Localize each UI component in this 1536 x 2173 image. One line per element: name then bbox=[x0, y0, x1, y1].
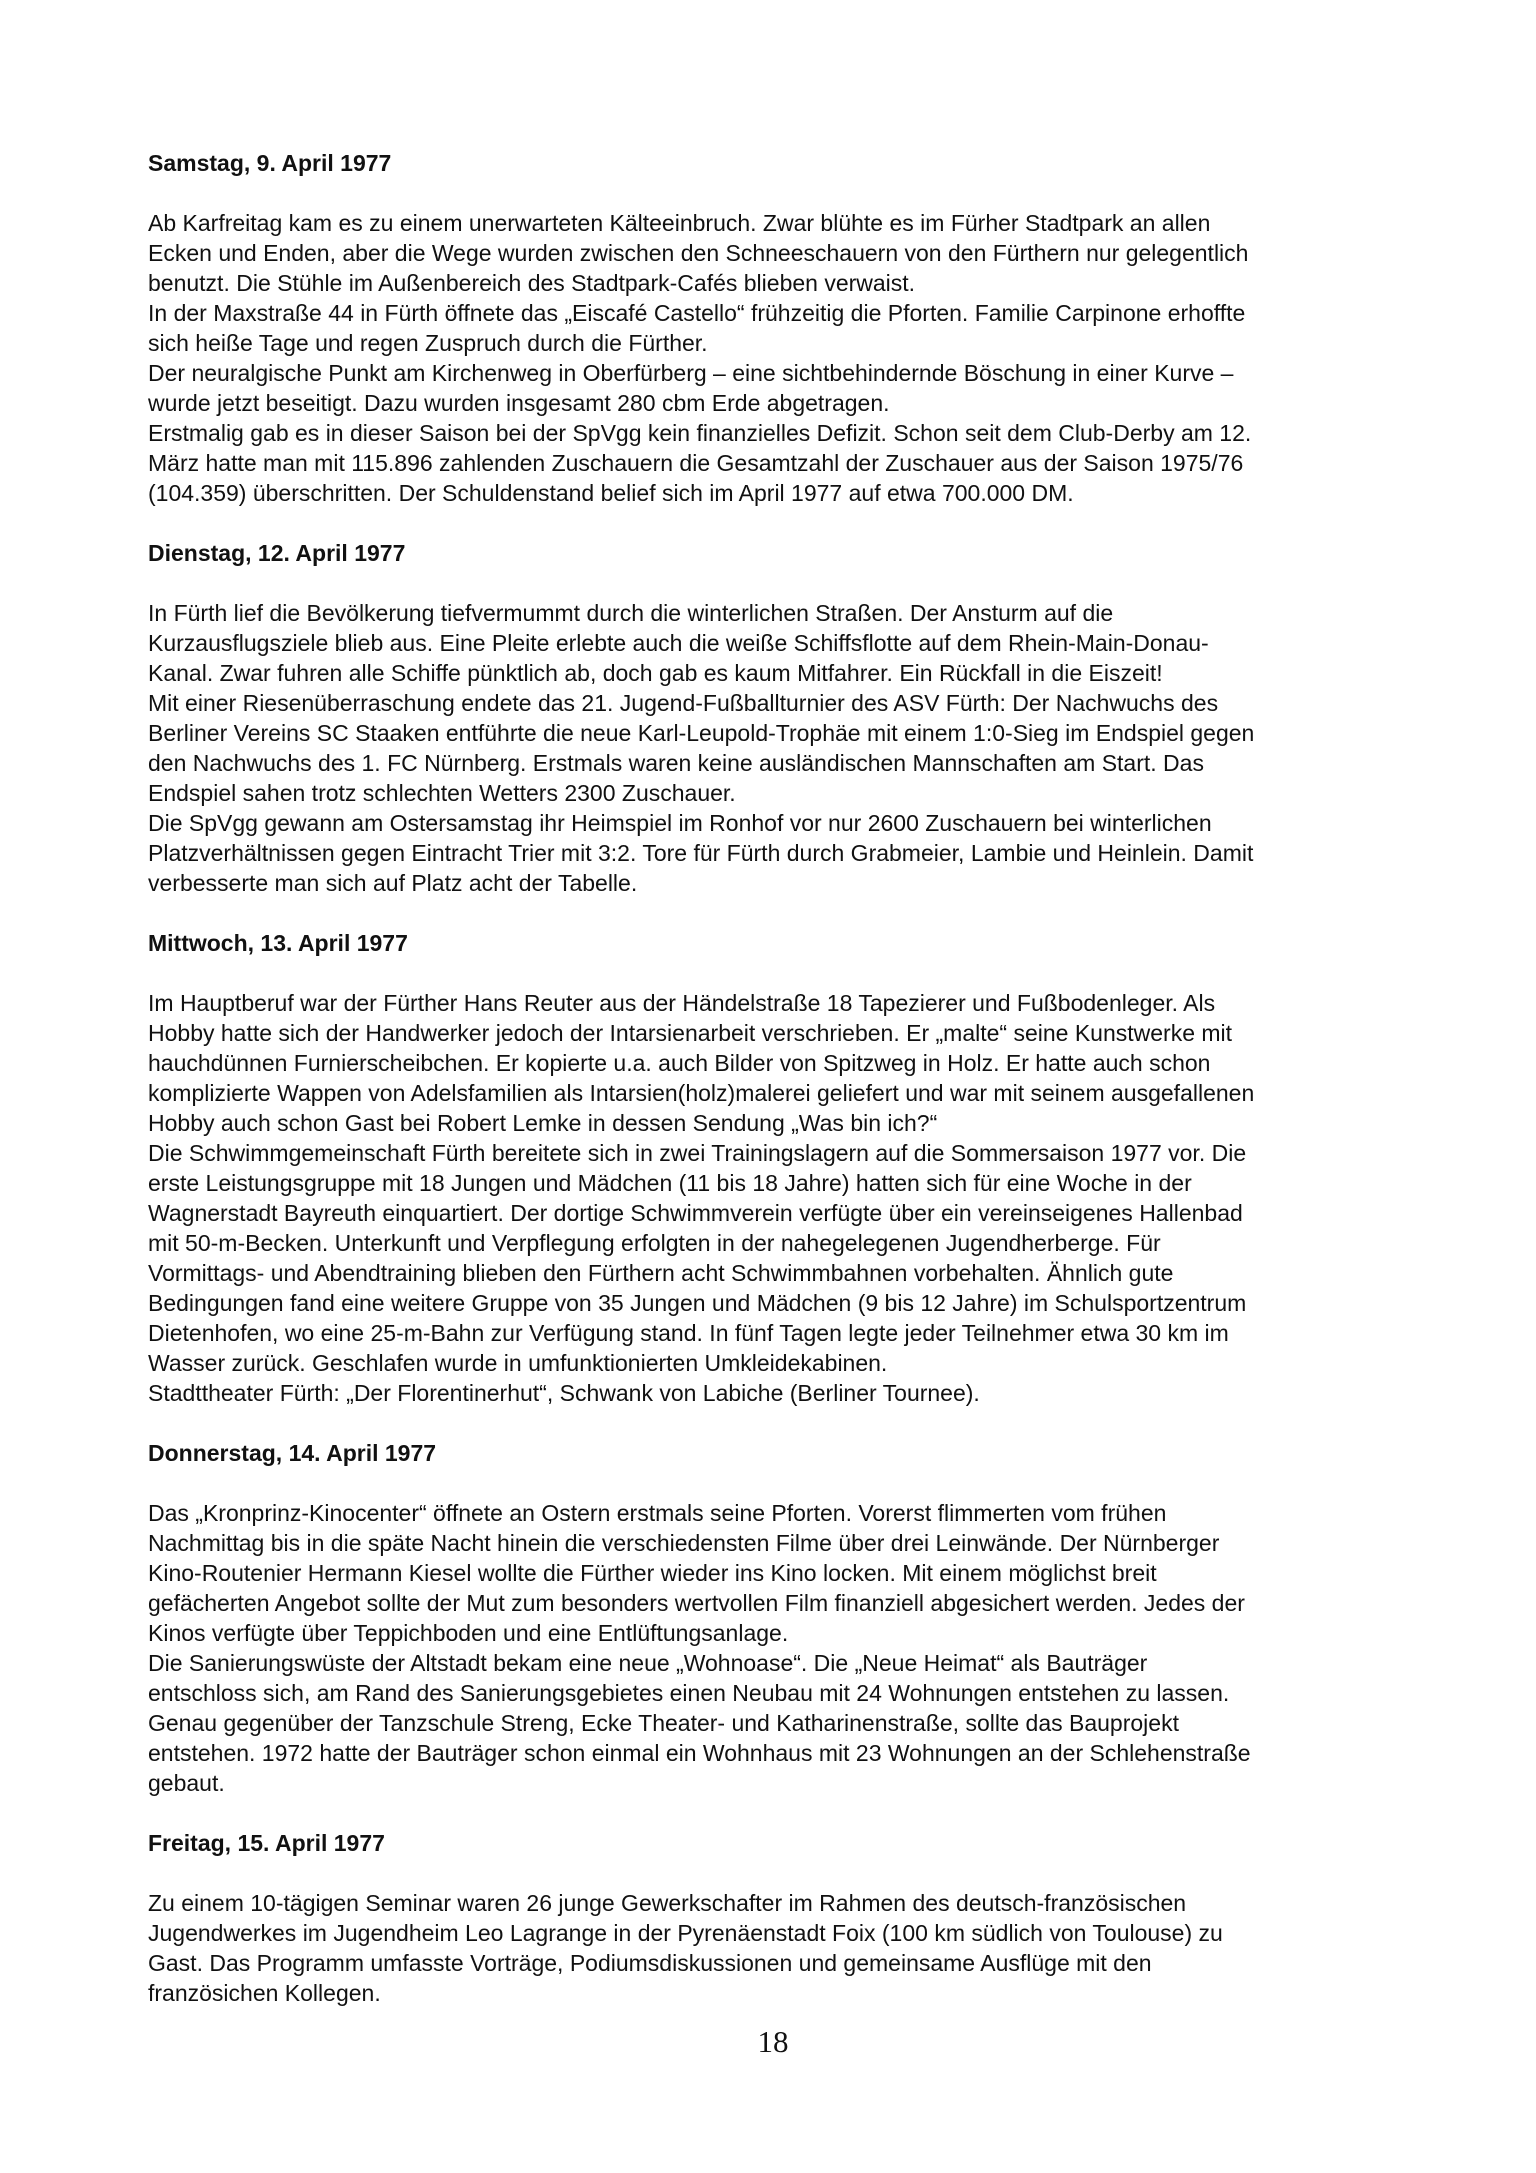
text-line: sich heiße Tage und regen Zuspruch durch die Fürther. bbox=[148, 330, 708, 356]
spacer bbox=[148, 1858, 1448, 1888]
text-line: Wasser zurück. Geschlafen wurde in umfunktionierten Umkleidekabinen. bbox=[148, 1350, 888, 1376]
day-section bbox=[148, 538, 1448, 928]
spacer bbox=[148, 958, 1448, 988]
day-heading: Mittwoch, 13. April 1977 bbox=[148, 930, 408, 956]
text-line: entstehen. 1972 hatte der Bauträger schon einmal ein Wohnhaus mit 23 Wohnungen an der Schlehenstraße bbox=[148, 1740, 1251, 1766]
text-line: hauchdünnen Furnierscheibchen. Er kopierte u.a. auch Bilder von Spitzweg in Holz. Er hatte auch schon bbox=[148, 1050, 1211, 1076]
spacer bbox=[148, 1798, 1448, 1828]
spacer bbox=[148, 568, 1448, 598]
text-line: Das „Kronprinz-Kinocenter“ öffnete an Ostern erstmals seine Pforten. Vorerst flimmerten vom frühen bbox=[148, 1500, 1167, 1526]
text-line: Nachmittag bis in die späte Nacht hinein die verschiedensten Filme über drei Leinwände. Der Nürnberger bbox=[148, 1530, 1220, 1556]
document-body bbox=[148, 148, 1448, 2038]
text-line: Gast. Das Programm umfasste Vorträge, Podiumsdiskussionen und gemeinsame Ausflüge mit den bbox=[148, 1950, 1152, 1976]
text-line: (104.359) überschritten. Der Schuldenstand belief sich im April 1977 auf etwa 700.000 DM. bbox=[148, 480, 1074, 506]
text-line: benutzt. Die Stühle im Außenbereich des Stadtpark-Cafés blieben verwaist. bbox=[148, 270, 916, 296]
text-line: Vormittags- und Abendtraining blieben den Fürthern acht Schwimmbahnen vorbehalten. Ähnlich gute bbox=[148, 1260, 1174, 1286]
text-line: Genau gegenüber der Tanzschule Streng, Ecke Theater- und Katharinenstraße, sollte das Bauprojekt bbox=[148, 1710, 1179, 1736]
day-section bbox=[148, 1828, 1448, 2038]
text-line: In der Maxstraße 44 in Fürth öffnete das „Eiscafé Castello“ frühzeitig die Pforten. Familie Carpinone erhoffte bbox=[148, 300, 1246, 326]
text-line: Die Sanierungswüste der Altstadt bekam eine neue „Wohnoase“. Die „Neue Heimat“ als Bauträger bbox=[148, 1650, 1148, 1676]
day-section bbox=[148, 148, 1448, 538]
spacer bbox=[148, 508, 1448, 538]
text-line: Hobby auch schon Gast bei Robert Lemke in dessen Sendung „Was bin ich?“ bbox=[148, 1110, 938, 1136]
page-number: 18 bbox=[757, 2024, 789, 2059]
spacer bbox=[148, 1468, 1448, 1498]
text-line: Erstmalig gab es in dieser Saison bei der SpVgg kein finanzielles Defizit. Schon seit dem Club-Derby am 12. bbox=[148, 420, 1252, 446]
text-line: Berliner Vereins SC Staaken entführte die neue Karl-Leupold-Trophäe mit einem 1:0-Sieg im Endspiel gegen bbox=[148, 720, 1255, 746]
text-line: verbesserte man sich auf Platz acht der Tabelle. bbox=[148, 870, 638, 896]
text-line: Kinos verfügte über Teppichboden und eine Entlüftungsanlage. bbox=[148, 1620, 789, 1646]
text-line: Endspiel sahen trotz schlechten Wetters 2300 Zuschauer. bbox=[148, 780, 736, 806]
text-line: Jugendwerkes im Jugendheim Leo Lagrange in der Pyrenäenstadt Foix (100 km südlich von Toulouse) zu bbox=[148, 1920, 1223, 1946]
day-section bbox=[148, 1438, 1448, 1828]
spacer bbox=[148, 178, 1448, 208]
text-line: Platzverhältnissen gegen Eintracht Trier mit 3:2. Tore für Fürth durch Grabmeier, Lambie und Heinlein. Damit bbox=[148, 840, 1254, 866]
text-line: den Nachwuchs des 1. FC Nürnberg. Erstmals waren keine ausländischen Mannschaften am Start. Das bbox=[148, 750, 1204, 776]
text-line: Ecken und Enden, aber die Wege wurden zwischen den Schneeschauern von den Fürthern nur gelegentlich bbox=[148, 240, 1249, 266]
text-line: Zu einem 10-tägigen Seminar waren 26 junge Gewerkschafter im Rahmen des deutsch-französischen bbox=[148, 1890, 1187, 1916]
text-line: In Fürth lief die Bevölkerung tiefvermummt durch die winterlichen Straßen. Der Ansturm auf die bbox=[148, 600, 1114, 626]
text-line: komplizierte Wappen von Adelsfamilien als Intarsien(holz)malerei geliefert und war mit seinem ausgefallenen bbox=[148, 1080, 1255, 1106]
text-line: Mit einer Riesenüberraschung endete das 21. Jugend-Fußballturnier des ASV Fürth: Der Nachwuchs des bbox=[148, 690, 1219, 716]
text-line: Stadttheater Fürth: „Der Florentinerhut“, Schwank von Labiche (Berliner Tournee). bbox=[148, 1380, 980, 1406]
text-line: Die SpVgg gewann am Ostersamstag ihr Heimspiel im Ronhof vor nur 2600 Zuschauern bei winterlichen bbox=[148, 810, 1212, 836]
spacer bbox=[148, 1408, 1448, 1438]
text-line: mit 50-m-Becken. Unterkunft und Verpflegung erfolgten in der nahegelegenen Jugendherberge. Für bbox=[148, 1230, 1161, 1256]
day-heading: Freitag, 15. April 1977 bbox=[148, 1830, 385, 1856]
text-line: Dietenhofen, wo eine 25-m-Bahn zur Verfügung stand. In fünf Tagen legte jeder Teilnehmer etwa 30 km im bbox=[148, 1320, 1229, 1346]
day-heading: Donnerstag, 14. April 1977 bbox=[148, 1440, 437, 1466]
text-line: Wagnerstadt Bayreuth einquartiert. Der dortige Schwimmverein verfügte über ein vereinseigenes Hallenbad bbox=[148, 1200, 1243, 1226]
text-line: Bedingungen fand eine weitere Gruppe von 35 Jungen und Mädchen (9 bis 12 Jahre) im Schulsportzentrum bbox=[148, 1290, 1247, 1316]
text-line: erste Leistungsgruppe mit 18 Jungen und Mädchen (11 bis 18 Jahre) hatten sich für eine Woche in der bbox=[148, 1170, 1192, 1196]
text-line: wurde jetzt beseitigt. Dazu wurden insgesamt 280 cbm Erde abgetragen. bbox=[148, 390, 890, 416]
text-line: Kino-Routenier Hermann Kiesel wollte die Fürther wieder ins Kino locken. Mit einem möglichst breit bbox=[148, 1560, 1157, 1586]
text-line: März hatte man mit 115.896 zahlenden Zuschauern die Gesamtzahl der Zuschauer aus der Saison 1975/76 bbox=[148, 450, 1244, 476]
spacer bbox=[148, 898, 1448, 928]
text-line: Die Schwimmgemeinschaft Fürth bereitete sich in zwei Trainingslagern auf die Sommersaison 1977 vor. Die bbox=[148, 1140, 1247, 1166]
day-heading: Samstag, 9. April 1977 bbox=[148, 150, 392, 176]
text-line: Der neuralgische Punkt am Kirchenweg in Oberfürberg – eine sichtbehindernde Böschung in einer Kurve – bbox=[148, 360, 1234, 386]
text-line: gefächerten Angebot sollte der Mut zum besonders wertvollen Film finanziell abgesichert werden. Jedes der bbox=[148, 1590, 1245, 1616]
day-section bbox=[148, 928, 1448, 1438]
day-heading: Dienstag, 12. April 1977 bbox=[148, 540, 406, 566]
text-line: Ab Karfreitag kam es zu einem unerwarteten Kälteeinbruch. Zwar blühte es im Fürher Stadtpark an allen bbox=[148, 210, 1211, 236]
text-line: Kanal. Zwar fuhren alle Schiffe pünktlich ab, doch gab es kaum Mitfahrer. Ein Rückfall in die Eiszeit! bbox=[148, 660, 1163, 686]
text-line: französichen Kollegen. bbox=[148, 1980, 381, 2006]
text-line: entschloss sich, am Rand des Sanierungsgebietes einen Neubau mit 24 Wohnungen entstehen zu lassen. bbox=[148, 1680, 1230, 1706]
text-line: Kurzausflugsziele blieb aus. Eine Pleite erlebte auch die weiße Schiffsflotte auf dem Rhein-Main-Donau- bbox=[148, 630, 1209, 656]
text-line: Hobby hatte sich der Handwerker jedoch der Intarsienarbeit verschrieben. Er „malte“ seine Kunstwerke mit bbox=[148, 1020, 1233, 1046]
text-line: Im Hauptberuf war der Fürther Hans Reuter aus der Händelstraße 18 Tapezierer und Fußbodenleger. Als bbox=[148, 990, 1216, 1016]
text-line: gebaut. bbox=[148, 1770, 225, 1796]
